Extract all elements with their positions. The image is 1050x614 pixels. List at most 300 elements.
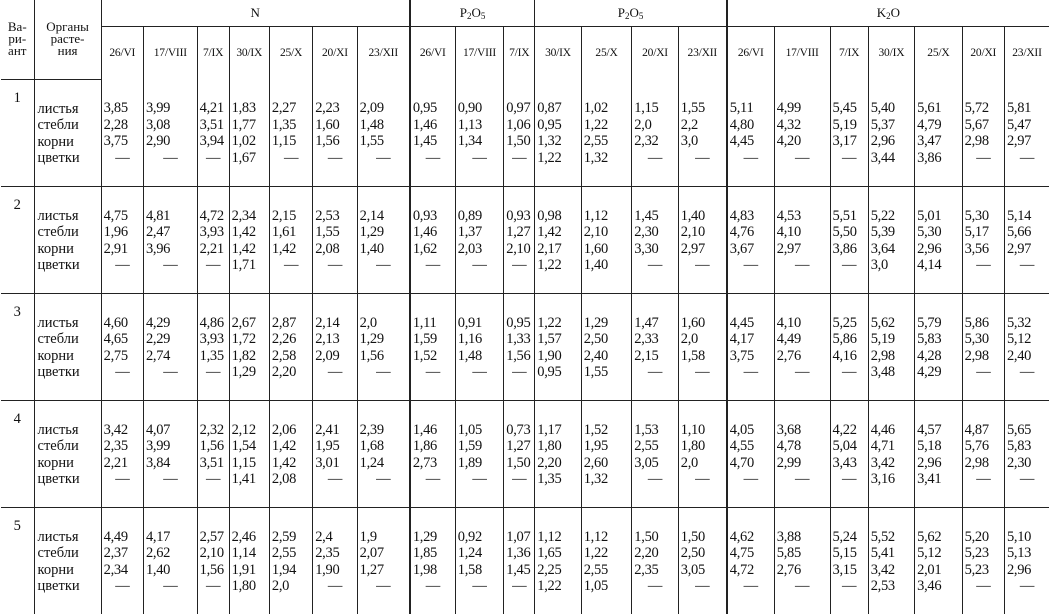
value: 1,60 bbox=[315, 116, 340, 133]
value: 1,72 bbox=[231, 331, 256, 347]
value: 1,02 bbox=[231, 133, 256, 150]
value: 2,76 bbox=[776, 347, 801, 364]
value: 5,62 bbox=[917, 528, 942, 545]
value: 2,06 bbox=[271, 421, 297, 438]
value: 2,98 bbox=[964, 454, 989, 471]
value: — bbox=[327, 257, 343, 273]
value: 4,76 bbox=[729, 224, 754, 240]
value: 4,71 bbox=[870, 438, 895, 454]
value: 2,40 bbox=[1006, 347, 1032, 364]
value: 2,27 bbox=[271, 100, 297, 117]
organ-list bbox=[34, 186, 101, 293]
value: 1,42 bbox=[231, 224, 256, 240]
organ-list bbox=[34, 293, 101, 400]
value: 1,46 bbox=[412, 116, 438, 133]
value: 1,02 bbox=[583, 100, 608, 117]
value: 5,76 bbox=[964, 438, 989, 454]
value: 3,67 bbox=[729, 240, 754, 257]
value: 1,32 bbox=[537, 133, 562, 150]
organ-list bbox=[34, 79, 101, 186]
organ-label: цветки bbox=[37, 471, 80, 487]
organ-label: цветки bbox=[37, 578, 80, 594]
value-cell bbox=[830, 400, 868, 507]
value: 1,56 bbox=[506, 347, 531, 364]
value: 3,51 bbox=[199, 454, 224, 471]
value: — bbox=[647, 149, 663, 166]
value: 5,83 bbox=[1006, 438, 1032, 454]
value: 1,42 bbox=[271, 240, 297, 257]
value: 3,86 bbox=[832, 240, 857, 257]
value-cell bbox=[357, 507, 410, 614]
value: 2,09 bbox=[359, 100, 384, 117]
value-cell bbox=[581, 186, 632, 293]
value: 3,15 bbox=[832, 561, 857, 578]
value: 5,51 bbox=[832, 207, 857, 224]
value: 3,46 bbox=[917, 578, 942, 594]
value-cell bbox=[727, 400, 774, 507]
value: 5,23 bbox=[964, 545, 989, 561]
value: 4,32 bbox=[776, 116, 801, 133]
date-header: 17/VIII bbox=[774, 27, 830, 80]
value: — bbox=[695, 149, 710, 166]
organ-label: цветки bbox=[37, 257, 80, 273]
value: 2,47 bbox=[145, 224, 171, 240]
value: 1,12 bbox=[537, 528, 562, 545]
value: 4,29 bbox=[145, 314, 171, 331]
value: 2,0 bbox=[271, 578, 290, 594]
value: 3,41 bbox=[917, 471, 942, 487]
value: 3,51 bbox=[199, 116, 224, 133]
value: — bbox=[841, 364, 857, 380]
value: — bbox=[327, 364, 343, 380]
value: 4,17 bbox=[145, 528, 171, 545]
value: 2,30 bbox=[1006, 454, 1032, 471]
value: 1,34 bbox=[457, 133, 482, 150]
value: — bbox=[1019, 471, 1035, 487]
value: 4,29 bbox=[917, 364, 942, 380]
value: 3,42 bbox=[103, 421, 128, 438]
value-cell bbox=[197, 293, 229, 400]
value-cell bbox=[143, 186, 197, 293]
value: 2,09 bbox=[315, 347, 340, 364]
value: 4,20 bbox=[776, 133, 801, 150]
value: — bbox=[1019, 364, 1035, 380]
value: 2,0 bbox=[359, 314, 377, 331]
value: 4,72 bbox=[199, 207, 224, 224]
value: 3,64 bbox=[870, 240, 895, 257]
value: 3,88 bbox=[776, 528, 801, 545]
value: 1,56 bbox=[199, 561, 224, 578]
date-header: 25/X bbox=[581, 27, 632, 80]
value: 1,53 bbox=[634, 421, 659, 438]
value: 5,83 bbox=[917, 331, 942, 347]
value: 5,17 bbox=[964, 224, 989, 240]
value: 1,50 bbox=[506, 133, 531, 150]
value: 2,07 bbox=[359, 545, 384, 561]
value-cell bbox=[357, 186, 410, 293]
value: 4,72 bbox=[729, 561, 754, 578]
value-cell bbox=[229, 507, 269, 614]
group-header-k2o: $K_2O$ bbox=[727, 0, 1049, 27]
value-cell bbox=[915, 293, 962, 400]
value: 1,24 bbox=[359, 454, 384, 471]
value-cell bbox=[774, 293, 830, 400]
value: 2,14 bbox=[315, 314, 340, 331]
organ-label: листья bbox=[37, 421, 79, 438]
value-cell bbox=[962, 507, 1004, 614]
value: — bbox=[472, 364, 487, 380]
date-header: 20/XI bbox=[962, 27, 1004, 80]
value: 1,22 bbox=[537, 314, 562, 331]
value: 1,22 bbox=[537, 578, 562, 594]
value-cell bbox=[143, 507, 197, 614]
organ-label: корни bbox=[37, 133, 74, 150]
value: — bbox=[795, 364, 810, 380]
value: 1,60 bbox=[583, 240, 608, 257]
value: 1,37 bbox=[457, 224, 482, 240]
value-cell bbox=[504, 400, 535, 507]
value: — bbox=[647, 364, 663, 380]
value: 5,11 bbox=[729, 100, 754, 117]
value: 1,29 bbox=[359, 224, 384, 240]
value: 2,21 bbox=[103, 454, 128, 471]
value: 5,39 bbox=[870, 224, 895, 240]
value: 4,28 bbox=[917, 347, 942, 364]
value-cell bbox=[535, 79, 581, 186]
value-cell bbox=[143, 293, 197, 400]
value: — bbox=[512, 578, 527, 594]
value: 2,67 bbox=[231, 314, 256, 331]
value-cell bbox=[830, 186, 868, 293]
value: 0,98 bbox=[537, 207, 562, 224]
value: — bbox=[115, 149, 130, 166]
value: 5,47 bbox=[1006, 116, 1032, 133]
date-header: 20/XI bbox=[632, 27, 678, 80]
value: 5,45 bbox=[832, 100, 857, 117]
value-cell bbox=[101, 293, 143, 400]
value: 1,40 bbox=[680, 207, 705, 224]
value-cell bbox=[197, 400, 229, 507]
value: 2,2 bbox=[680, 116, 698, 133]
value-cell bbox=[962, 293, 1004, 400]
organ-label: стебли bbox=[37, 224, 79, 240]
value-cell bbox=[581, 79, 632, 186]
value: — bbox=[976, 578, 991, 594]
value: — bbox=[743, 471, 758, 487]
value: — bbox=[841, 578, 857, 594]
value: 1,35 bbox=[199, 347, 224, 364]
value: 2,96 bbox=[917, 240, 942, 257]
value-cell bbox=[727, 507, 774, 614]
value: — bbox=[283, 149, 299, 166]
value: 1,22 bbox=[583, 545, 608, 561]
value: 2,01 bbox=[917, 561, 942, 578]
value: 2,10 bbox=[506, 240, 531, 257]
value-cell bbox=[830, 293, 868, 400]
value-cell bbox=[313, 186, 357, 293]
value-cell bbox=[868, 79, 914, 186]
value: — bbox=[472, 149, 487, 166]
value-cell bbox=[504, 507, 535, 614]
value: 3,99 bbox=[145, 100, 171, 117]
variant-header: Ва- ри- ант bbox=[1, 0, 34, 79]
value-cell bbox=[868, 293, 914, 400]
organ-label: листья bbox=[37, 314, 79, 331]
value-cell bbox=[269, 79, 312, 186]
value: 1,40 bbox=[359, 240, 384, 257]
value: — bbox=[1019, 149, 1035, 166]
value-cell bbox=[504, 79, 535, 186]
organ-label: цветки bbox=[37, 150, 80, 166]
value: 3,42 bbox=[870, 561, 895, 578]
value: — bbox=[472, 471, 487, 487]
value: 3,47 bbox=[917, 133, 942, 150]
value-cell bbox=[197, 507, 229, 614]
value: 1,80 bbox=[537, 438, 562, 454]
value: 1,12 bbox=[583, 528, 608, 545]
value: 2,53 bbox=[315, 207, 340, 224]
value-cell bbox=[269, 186, 312, 293]
value: 5,61 bbox=[917, 100, 942, 117]
date-header: 7/IX bbox=[830, 27, 868, 80]
value: 2,14 bbox=[359, 207, 384, 224]
value: — bbox=[976, 257, 991, 273]
value: 2,96 bbox=[1006, 561, 1032, 578]
value: 1,12 bbox=[583, 207, 608, 224]
value: 1,80 bbox=[680, 438, 705, 454]
value-cell bbox=[410, 186, 455, 293]
value: — bbox=[743, 149, 758, 166]
value-cell bbox=[269, 400, 312, 507]
value: — bbox=[376, 578, 391, 594]
value-cell bbox=[535, 400, 581, 507]
value: 1,82 bbox=[231, 347, 256, 364]
organ-list bbox=[34, 400, 101, 507]
value: 0,73 bbox=[506, 421, 531, 438]
value: 1,40 bbox=[145, 561, 171, 578]
date-header: 20/XI bbox=[313, 27, 357, 80]
value-cell bbox=[455, 186, 504, 293]
value: 2,41 bbox=[315, 421, 340, 438]
value: 5,37 bbox=[870, 116, 895, 133]
value: 4,87 bbox=[964, 421, 989, 438]
value-cell bbox=[632, 186, 678, 293]
value: — bbox=[647, 578, 663, 594]
value: 1,35 bbox=[271, 116, 297, 133]
value: 1,96 bbox=[103, 224, 128, 240]
value: 2,96 bbox=[917, 454, 942, 471]
value: 1,90 bbox=[315, 561, 340, 578]
value: 2,97 bbox=[680, 240, 705, 257]
value: 1,13 bbox=[457, 116, 482, 133]
value-cell bbox=[101, 507, 143, 614]
value: 1,9 bbox=[359, 528, 377, 545]
value: 0,87 bbox=[537, 100, 562, 117]
value: 1,50 bbox=[634, 528, 659, 545]
value: 4,78 bbox=[776, 438, 801, 454]
value: 5,23 bbox=[964, 561, 989, 578]
date-header: 26/VI bbox=[410, 27, 455, 80]
value: 5,24 bbox=[832, 528, 857, 545]
value: 2,4 bbox=[315, 528, 333, 545]
value: 4,49 bbox=[776, 331, 801, 347]
table-row bbox=[1, 507, 1049, 614]
value: 1,55 bbox=[359, 133, 384, 150]
value: 1,32 bbox=[583, 149, 608, 166]
value: 3,48 bbox=[870, 364, 895, 380]
value: 1,48 bbox=[359, 116, 384, 133]
value: 2,15 bbox=[634, 347, 659, 364]
value: 1,58 bbox=[680, 347, 705, 364]
value-cell bbox=[727, 293, 774, 400]
value: 2,20 bbox=[537, 454, 562, 471]
value: — bbox=[115, 257, 130, 273]
variant-number: 4 bbox=[13, 410, 21, 427]
value: 5,66 bbox=[1006, 224, 1032, 240]
value: 1,56 bbox=[359, 347, 384, 364]
value-cell bbox=[313, 79, 357, 186]
value: 4,60 bbox=[103, 314, 128, 331]
value: 2,55 bbox=[271, 545, 297, 561]
value: 2,28 bbox=[103, 116, 128, 133]
value: 3,85 bbox=[103, 100, 128, 117]
value: 1,50 bbox=[680, 528, 705, 545]
table-row bbox=[1, 186, 1049, 293]
value: 5,22 bbox=[870, 207, 895, 224]
variant-number: 5 bbox=[13, 517, 21, 534]
value-cell bbox=[868, 400, 914, 507]
value-cell bbox=[678, 400, 727, 507]
value: 5,20 bbox=[964, 528, 989, 545]
value: 1,33 bbox=[506, 331, 531, 347]
value: 4,75 bbox=[103, 207, 128, 224]
date-header: 7/IX bbox=[504, 27, 535, 80]
value: 1,17 bbox=[537, 421, 562, 438]
value: 4,99 bbox=[776, 100, 801, 117]
value: 3,75 bbox=[103, 133, 128, 150]
value: — bbox=[425, 149, 440, 166]
value-cell bbox=[101, 400, 143, 507]
value: — bbox=[976, 364, 991, 380]
value-cell bbox=[535, 186, 581, 293]
value: 1,06 bbox=[506, 116, 531, 133]
value: 2,98 bbox=[964, 347, 989, 364]
value: 0,92 bbox=[457, 528, 482, 545]
value: 2,34 bbox=[231, 207, 256, 224]
value: — bbox=[976, 149, 991, 166]
value-cell bbox=[678, 507, 727, 614]
value: 2,76 bbox=[776, 561, 801, 578]
value: 2,20 bbox=[271, 364, 297, 380]
value: 1,86 bbox=[412, 438, 438, 454]
value: 1,22 bbox=[537, 149, 562, 166]
group-header-p2o5-b: $P_2O_5$ bbox=[535, 0, 727, 27]
value: — bbox=[327, 578, 343, 594]
value: 1,45 bbox=[412, 133, 438, 150]
value: 4,07 bbox=[145, 421, 171, 438]
value-cell bbox=[101, 186, 143, 293]
value: 2,10 bbox=[583, 224, 608, 240]
value: 1,29 bbox=[412, 528, 438, 545]
value: 1,90 bbox=[537, 347, 562, 364]
value: 2,97 bbox=[776, 240, 801, 257]
value-cell bbox=[727, 79, 774, 186]
value: 4,14 bbox=[917, 257, 942, 273]
value: — bbox=[206, 471, 221, 487]
value: 2,97 bbox=[1006, 240, 1032, 257]
value: 2,98 bbox=[964, 133, 989, 150]
value: 2,35 bbox=[315, 545, 340, 561]
value: — bbox=[795, 471, 810, 487]
date-header: 23/XII bbox=[357, 27, 410, 80]
value: 1,67 bbox=[231, 149, 256, 166]
value: — bbox=[647, 257, 663, 273]
value: 3,44 bbox=[870, 149, 895, 166]
value: — bbox=[376, 364, 391, 380]
value: 4,86 bbox=[199, 314, 224, 331]
value-cell bbox=[410, 79, 455, 186]
value: 1,59 bbox=[457, 438, 482, 454]
value: 1,45 bbox=[506, 561, 531, 578]
organ-label: стебли bbox=[37, 117, 79, 133]
value-cell bbox=[830, 507, 868, 614]
date-header: 25/X bbox=[915, 27, 962, 80]
value: 5,62 bbox=[870, 314, 895, 331]
table-row bbox=[1, 293, 1049, 400]
value: 3,68 bbox=[776, 421, 801, 438]
value: 1,71 bbox=[231, 257, 256, 273]
value: 0,95 bbox=[537, 364, 562, 380]
value: 0,97 bbox=[506, 100, 531, 117]
value-cell bbox=[410, 507, 455, 614]
value: — bbox=[376, 149, 391, 166]
value: 2,30 bbox=[634, 224, 659, 240]
value: 1,41 bbox=[231, 471, 256, 487]
organ-label: листья bbox=[37, 207, 79, 224]
value: — bbox=[647, 471, 663, 487]
value: 5,72 bbox=[964, 100, 989, 117]
value: 1,56 bbox=[315, 133, 340, 150]
value: 2,90 bbox=[145, 133, 171, 150]
organ-label: корни bbox=[37, 454, 74, 471]
value: 5,14 bbox=[1006, 207, 1032, 224]
value: 2,20 bbox=[634, 545, 659, 561]
value: 1,05 bbox=[457, 421, 482, 438]
value: — bbox=[206, 257, 221, 273]
value: 0,95 bbox=[412, 100, 438, 117]
value: 3,56 bbox=[964, 240, 989, 257]
data-table bbox=[1, 0, 1049, 614]
value: 4,80 bbox=[729, 116, 754, 133]
value: — bbox=[743, 364, 758, 380]
value: 2,08 bbox=[315, 240, 340, 257]
value: — bbox=[472, 578, 487, 594]
value: 1,50 bbox=[506, 454, 531, 471]
value: 1,36 bbox=[506, 545, 531, 561]
value: 1,35 bbox=[537, 471, 562, 487]
value: — bbox=[206, 149, 221, 166]
value: 4,81 bbox=[145, 207, 171, 224]
value: 1,62 bbox=[412, 240, 438, 257]
value-cell bbox=[535, 293, 581, 400]
organ-label: цветки bbox=[37, 364, 80, 380]
value: 1,45 bbox=[634, 207, 659, 224]
value: 1,32 bbox=[583, 471, 608, 487]
value: 1,29 bbox=[583, 314, 608, 331]
value-cell bbox=[455, 293, 504, 400]
value: 2,40 bbox=[583, 347, 608, 364]
value: 5,79 bbox=[917, 314, 942, 331]
